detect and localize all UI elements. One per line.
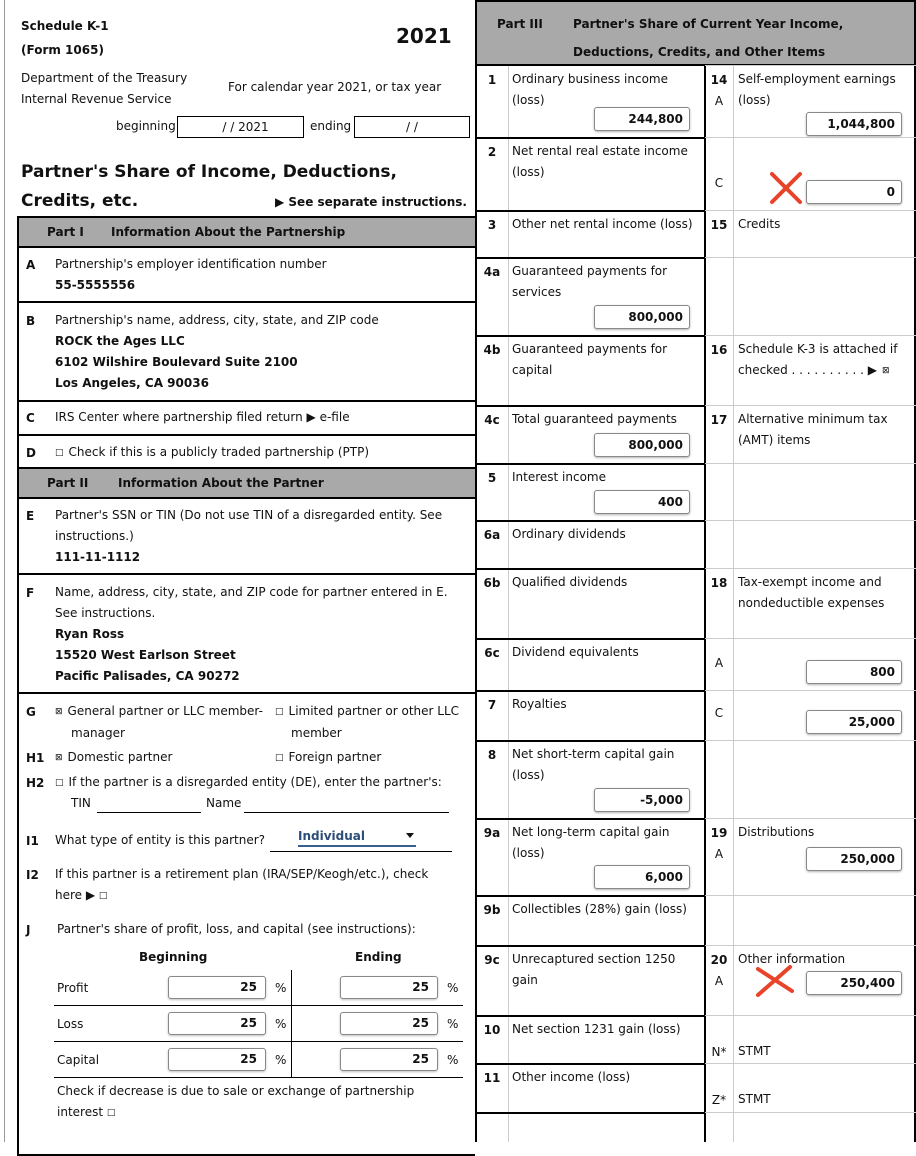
row-divider bbox=[475, 568, 705, 570]
box-code: Z* bbox=[711, 1093, 727, 1107]
agency bbox=[21, 68, 187, 110]
line-label-1: Dividend equivalents bbox=[512, 645, 639, 659]
line-1-amount-field[interactable]: 244,800 bbox=[594, 107, 690, 131]
row-divider bbox=[705, 818, 916, 819]
box-label-1: STMT bbox=[738, 1092, 771, 1106]
box-label-2-text: nondeductible expenses bbox=[738, 596, 885, 610]
part-2-header bbox=[17, 467, 475, 499]
box-C-amount-field[interactable]: 25,000 bbox=[806, 710, 902, 734]
part-2-label: Part II bbox=[47, 476, 89, 490]
line-number: 2 bbox=[487, 145, 497, 159]
x-mark-icon bbox=[754, 963, 794, 997]
line-label bbox=[512, 409, 677, 430]
box-number: 18 bbox=[710, 576, 728, 590]
line-label bbox=[512, 694, 567, 715]
box-19A-amount-field[interactable]: 250,000 bbox=[806, 847, 902, 871]
line-number: 1 bbox=[487, 73, 497, 87]
share-row-divider bbox=[54, 1041, 463, 1042]
de-tin-label: TIN bbox=[71, 796, 91, 810]
box-number: 20 bbox=[710, 953, 728, 967]
decrease-option bbox=[57, 1081, 414, 1124]
line-label-1: Other net rental income (loss) bbox=[512, 217, 693, 231]
item-e-letter: E bbox=[26, 509, 35, 523]
item-i1-letter: I1 bbox=[26, 834, 39, 848]
line-label bbox=[512, 467, 606, 488]
item-i2-letter: I2 bbox=[26, 868, 39, 882]
ssn-label-2: instructions.) bbox=[55, 529, 134, 543]
line-label-2: capital bbox=[512, 363, 553, 377]
item-d bbox=[55, 442, 369, 464]
partnership-street: 6102 Wilshire Boulevard Suite 2100 bbox=[55, 355, 298, 369]
line-label bbox=[512, 69, 668, 111]
row-divider bbox=[705, 895, 916, 896]
limited-partner-label: Limited partner or other LLC bbox=[288, 704, 460, 718]
line-label-2: (loss) bbox=[512, 93, 545, 107]
line-label-1: Unrecaptured section 1250 bbox=[512, 952, 676, 966]
box-label-1: Self-employment earnings bbox=[738, 72, 896, 86]
row-divider bbox=[475, 690, 705, 692]
part-1-label: Part I bbox=[47, 225, 84, 239]
share-row-divider bbox=[54, 1077, 463, 1078]
ending-date-field[interactable]: / / bbox=[354, 116, 470, 138]
box-label-2 bbox=[738, 593, 884, 614]
box-code: A bbox=[714, 656, 724, 670]
col-divider bbox=[733, 66, 734, 1142]
row-divider bbox=[705, 257, 916, 258]
row-divider bbox=[475, 335, 705, 337]
box-label-1: Alternative minimum tax bbox=[738, 412, 888, 426]
row-divider bbox=[705, 568, 916, 569]
pct-sign: % bbox=[447, 1017, 459, 1031]
item-a-letter: A bbox=[26, 258, 36, 272]
line-number: 9c bbox=[484, 953, 500, 967]
item-d-letter: D bbox=[26, 446, 36, 460]
share-row-label: Profit bbox=[57, 981, 89, 995]
share-label: Partner's share of profit, loss, and capital (see instructions): bbox=[57, 922, 416, 936]
box-label-2 bbox=[738, 90, 896, 111]
share-table-divider bbox=[291, 970, 292, 1077]
box-label-2 bbox=[738, 430, 888, 451]
line-4c-amount-field[interactable]: 800,000 bbox=[594, 433, 690, 457]
line-label-1: Collectibles (28%) gain (loss) bbox=[512, 902, 687, 916]
capital-beginning-field[interactable]: 25 bbox=[168, 1048, 266, 1071]
line-label bbox=[512, 744, 674, 786]
row-divider bbox=[705, 638, 916, 639]
line-label-1: Guaranteed payments for bbox=[512, 264, 668, 278]
line-label-2: (loss) bbox=[512, 768, 545, 782]
col-divider bbox=[508, 66, 509, 1142]
domestic-partner-option bbox=[55, 747, 172, 769]
row-divider bbox=[475, 1015, 705, 1017]
partner-city: Pacific Palisades, CA 90272 bbox=[55, 669, 240, 683]
item-e bbox=[55, 505, 442, 568]
box-label bbox=[738, 822, 814, 843]
row-divider bbox=[475, 740, 705, 742]
item-j-letter: J bbox=[26, 923, 31, 937]
decrease-checkbox[interactable]: □ bbox=[106, 1108, 116, 1118]
x-mark-icon bbox=[768, 170, 804, 206]
box-code: A bbox=[714, 974, 724, 988]
pct-sign: % bbox=[275, 1053, 287, 1067]
box-label-1: Schedule K-3 is attached if bbox=[738, 342, 898, 356]
box-code: A bbox=[714, 94, 724, 108]
box-label-1: Other information bbox=[738, 952, 846, 966]
box-number: 15 bbox=[710, 218, 728, 232]
line-number: 8 bbox=[487, 748, 497, 762]
line-label bbox=[512, 949, 675, 991]
item-h2-letter: H2 bbox=[26, 776, 45, 790]
de-name-label: Name bbox=[206, 796, 242, 810]
irs-center: IRS Center where partnership filed return ▶ e-file bbox=[55, 410, 350, 424]
row-divider bbox=[705, 1063, 916, 1064]
row-divider bbox=[475, 137, 705, 139]
line-label-1: Guaranteed payments for bbox=[512, 342, 668, 356]
box-label-1: Tax-exempt income and bbox=[738, 575, 882, 589]
general-partner-checkbox[interactable]: ⊠ bbox=[55, 707, 63, 717]
box-label-1: Distributions bbox=[738, 825, 815, 839]
divider bbox=[17, 301, 475, 303]
row-divider bbox=[705, 520, 916, 521]
foreign-partner-option bbox=[275, 747, 381, 769]
ptp-label: Check if this is a publicly traded partnership (PTP) bbox=[68, 445, 369, 459]
profit-beginning-field[interactable]: 25 bbox=[168, 976, 266, 999]
divider bbox=[17, 692, 475, 694]
share-row-label: Loss bbox=[57, 1017, 84, 1031]
line-label bbox=[512, 339, 667, 381]
profit-ending-field[interactable]: 25 bbox=[340, 976, 438, 999]
box-label bbox=[738, 214, 780, 235]
beginning-column-header: Beginning bbox=[139, 950, 208, 964]
loss-ending-field[interactable]: 25 bbox=[340, 1012, 438, 1035]
line-label-1: Net short-term capital gain bbox=[512, 747, 675, 761]
pct-sign: % bbox=[447, 981, 459, 995]
line-label bbox=[512, 524, 626, 545]
line-label-1: Net section 1231 gain (loss) bbox=[512, 1022, 681, 1036]
ein-value: 55-5555556 bbox=[55, 278, 136, 292]
line-label-1: Qualified dividends bbox=[512, 575, 628, 589]
box-number: 19 bbox=[710, 826, 728, 840]
box-A-amount-field[interactable]: 800 bbox=[806, 660, 902, 684]
row-divider bbox=[475, 638, 705, 640]
general-partner-label: General partner or LLC member- bbox=[67, 704, 263, 718]
ein-label: Partnership's employer identification number bbox=[55, 257, 327, 271]
de-name-field[interactable] bbox=[244, 812, 449, 813]
item-a bbox=[55, 254, 327, 296]
row-divider bbox=[475, 405, 705, 407]
row-divider bbox=[705, 405, 916, 406]
divider bbox=[17, 400, 475, 402]
row-divider bbox=[705, 1112, 916, 1113]
beginning-label: beginning bbox=[116, 119, 176, 133]
part-1-header bbox=[17, 216, 475, 248]
disregarded-entity-label: If the partner is a disregarded entity (DE), enter the partner's: bbox=[68, 775, 442, 789]
row-divider bbox=[705, 463, 916, 464]
line-number: 6c bbox=[484, 646, 500, 660]
line-label bbox=[512, 899, 687, 920]
line-label-1: Net long-term capital gain bbox=[512, 825, 670, 839]
schedule-name: Schedule K-1 bbox=[21, 19, 109, 33]
partner-name: Ryan Ross bbox=[55, 627, 125, 641]
k3-attached-checkbox[interactable]: ⊠ bbox=[882, 366, 890, 376]
line-label-1: Ordinary business income bbox=[512, 72, 668, 86]
line-label bbox=[512, 261, 667, 303]
line-number: 4a bbox=[483, 265, 501, 279]
line-label-1: Net rental real estate income bbox=[512, 144, 688, 158]
box-label bbox=[738, 572, 884, 614]
line-label bbox=[512, 572, 627, 593]
box-code: A bbox=[714, 847, 724, 861]
divider bbox=[17, 573, 475, 575]
decrease-label-2: interest bbox=[57, 1105, 104, 1119]
row-divider bbox=[475, 1063, 705, 1065]
box-label-1: STMT bbox=[738, 1044, 771, 1058]
partner-address-label-1: Name, address, city, state, and ZIP code for partner entered in E. bbox=[55, 585, 448, 599]
limited-partner-label-2: member bbox=[291, 726, 342, 740]
form-identifier bbox=[21, 14, 109, 62]
box-14A-amount-field[interactable]: 1,044,800 bbox=[806, 112, 902, 136]
line-5-amount-field[interactable]: 400 bbox=[594, 490, 690, 514]
row-divider bbox=[475, 818, 705, 820]
retirement-plan-label: If this partner is a retirement plan (IRA/SEP/Keogh/etc.), check bbox=[55, 867, 429, 881]
line-number: 11 bbox=[483, 1071, 501, 1085]
row-divider bbox=[475, 257, 705, 259]
row-divider bbox=[475, 1112, 705, 1114]
retirement-plan-checkbox[interactable]: □ bbox=[98, 891, 108, 901]
line-number: 3 bbox=[487, 218, 497, 232]
calendar-year-text: For calendar year 2021, or tax year bbox=[228, 80, 442, 94]
entity-type-selected: Individual bbox=[298, 829, 365, 843]
line-number: 5 bbox=[487, 471, 497, 485]
form-title-line-2: Credits, etc. bbox=[21, 191, 139, 211]
loss-beginning-field[interactable]: 25 bbox=[168, 1012, 266, 1035]
box-number: 16 bbox=[710, 343, 728, 357]
foreign-partner-label: Foreign partner bbox=[288, 750, 382, 764]
item-f-letter: F bbox=[26, 586, 35, 600]
pct-sign: % bbox=[275, 981, 287, 995]
box-number: 17 bbox=[710, 413, 728, 427]
line-label-2: (loss) bbox=[512, 165, 545, 179]
tax-year: 2021 bbox=[396, 24, 452, 48]
ending-column-header: Ending bbox=[355, 950, 402, 964]
general-partner-label-2: manager bbox=[71, 726, 125, 740]
row-divider bbox=[475, 463, 705, 465]
box-C-amount-field[interactable]: 0 bbox=[806, 180, 902, 204]
disregarded-entity-checkbox[interactable]: □ bbox=[55, 778, 64, 788]
pct-sign: % bbox=[275, 1017, 287, 1031]
item-h1-letter: H1 bbox=[26, 751, 45, 765]
chevron-down-icon bbox=[406, 833, 414, 838]
row-divider bbox=[705, 335, 916, 336]
partner-street: 15520 West Earlson Street bbox=[55, 648, 236, 662]
line-label-1: Ordinary dividends bbox=[512, 527, 626, 541]
agency-line-1: Department of the Treasury bbox=[21, 71, 188, 85]
box-number: 14 bbox=[710, 73, 728, 87]
form-title-line-1: Partner's Share of Income, Deductions, bbox=[21, 162, 397, 182]
page-left-rule bbox=[4, 0, 5, 1142]
share-row-divider bbox=[54, 1005, 463, 1006]
line-label-1: Other income (loss) bbox=[512, 1070, 631, 1084]
part-3-title-2: Deductions, Credits, and Other Items bbox=[573, 45, 826, 59]
row-divider bbox=[475, 945, 705, 947]
item-c-letter: C bbox=[26, 411, 35, 425]
foreign-partner-checkbox[interactable]: □ bbox=[275, 753, 284, 763]
de-tin-field[interactable] bbox=[97, 812, 201, 813]
part-3-title-1: Partner's Share of Current Year Income, bbox=[573, 17, 844, 31]
entity-type-label: What type of entity is this partner? bbox=[55, 833, 266, 847]
row-divider bbox=[705, 945, 916, 946]
part-2-title: Information About the Partner bbox=[118, 476, 324, 490]
line-number: 6a bbox=[483, 528, 501, 542]
line-label bbox=[512, 1019, 681, 1040]
box-label-2-text: (loss) bbox=[738, 93, 771, 107]
partner-address-label-2: See instructions. bbox=[55, 606, 156, 620]
line-label-1: Total guaranteed payments bbox=[512, 412, 677, 426]
domestic-partner-checkbox[interactable]: ⊠ bbox=[55, 753, 63, 763]
capital-ending-field[interactable]: 25 bbox=[340, 1048, 438, 1071]
box-label-1: Credits bbox=[738, 217, 781, 231]
row-divider bbox=[475, 895, 705, 897]
limited-partner-checkbox[interactable]: □ bbox=[275, 707, 284, 717]
line-4a-amount-field[interactable]: 800,000 bbox=[594, 305, 690, 329]
item-f bbox=[55, 582, 448, 687]
line-9a-amount-field[interactable]: 6,000 bbox=[594, 865, 690, 889]
line-number: 4c bbox=[484, 413, 500, 427]
box-label bbox=[738, 339, 897, 382]
line-number: 4b bbox=[483, 343, 501, 357]
see-instructions-link[interactable]: ▶ See separate instructions. bbox=[275, 195, 467, 209]
beginning-date-field[interactable]: / / 2021 bbox=[177, 116, 304, 138]
box-code: N* bbox=[711, 1045, 727, 1059]
box-label-2-text: (AMT) items bbox=[738, 433, 811, 447]
ssn-value: 111-11-1112 bbox=[55, 550, 141, 564]
ptp-checkbox[interactable]: □ bbox=[55, 448, 64, 458]
general-partner-option bbox=[55, 701, 285, 744]
box-code: C bbox=[714, 176, 724, 190]
box-label bbox=[738, 409, 888, 451]
line-label bbox=[512, 214, 693, 235]
box-code: C bbox=[714, 706, 724, 720]
line-label bbox=[512, 1067, 630, 1088]
row-divider bbox=[475, 520, 705, 522]
line-label-1: Royalties bbox=[512, 697, 567, 711]
row-divider bbox=[705, 137, 916, 138]
box-label-2-text: checked . . . . . . . . . . ▶ bbox=[738, 363, 878, 377]
partnership-name: ROCK the Ages LLC bbox=[55, 334, 185, 348]
retirement-plan-option bbox=[55, 864, 428, 907]
line-number: 6b bbox=[483, 576, 501, 590]
row-divider bbox=[705, 65, 916, 66]
box-label-2 bbox=[738, 360, 897, 382]
item-b bbox=[55, 310, 379, 394]
line-label-2: (loss) bbox=[512, 846, 545, 860]
agency-line-2: Internal Revenue Service bbox=[21, 92, 172, 106]
line-number: 9a bbox=[483, 826, 501, 840]
entity-type-underline bbox=[270, 851, 452, 852]
divider bbox=[17, 434, 475, 436]
share-row-label: Capital bbox=[57, 1053, 100, 1067]
line-number: 7 bbox=[487, 698, 497, 712]
pct-sign: % bbox=[447, 1053, 459, 1067]
item-b-letter: B bbox=[26, 314, 36, 328]
limited-partner-option bbox=[275, 701, 459, 744]
line-label bbox=[512, 822, 669, 864]
line-label-1: Interest income bbox=[512, 470, 607, 484]
entity-type-select[interactable] bbox=[298, 829, 416, 847]
row-divider bbox=[705, 690, 916, 691]
line-label bbox=[512, 141, 688, 183]
partnership-city: Los Angeles, CA 90036 bbox=[55, 376, 209, 390]
row-divider bbox=[475, 210, 705, 212]
line-label bbox=[512, 642, 639, 663]
line-label-2: gain bbox=[512, 973, 538, 987]
box-20A-amount-field[interactable]: 250,400 bbox=[806, 971, 902, 995]
line-number: 10 bbox=[483, 1023, 501, 1037]
ssn-label-1: Partner's SSN or TIN (Do not use TIN of a disregarded entity. See bbox=[55, 508, 443, 522]
disregarded-entity-option bbox=[55, 772, 442, 794]
box-label bbox=[738, 1041, 771, 1062]
part-3-header bbox=[475, 0, 916, 66]
part-3-label: Part III bbox=[497, 17, 543, 31]
line-label-2: services bbox=[512, 285, 562, 299]
decrease-label: Check if decrease is due to sale or exchange of partnership bbox=[57, 1084, 415, 1098]
domestic-partner-label: Domestic partner bbox=[67, 750, 173, 764]
item-g-letter: G bbox=[26, 705, 36, 719]
partnership-address-label: Partnership's name, address, city, state, and ZIP code bbox=[55, 313, 379, 327]
retirement-plan-label-2: here ▶ bbox=[55, 888, 96, 902]
form-number: (Form 1065) bbox=[21, 43, 104, 57]
line-number: 9b bbox=[483, 903, 501, 917]
row-divider bbox=[705, 740, 916, 741]
box-label bbox=[738, 69, 896, 111]
box-label bbox=[738, 1089, 771, 1110]
row-divider bbox=[705, 210, 916, 211]
line-8-amount-field[interactable]: -5,000 bbox=[594, 788, 690, 812]
part-1-title: Information About the Partnership bbox=[111, 225, 346, 239]
row-divider bbox=[705, 1015, 916, 1016]
ending-label: ending bbox=[310, 119, 352, 133]
